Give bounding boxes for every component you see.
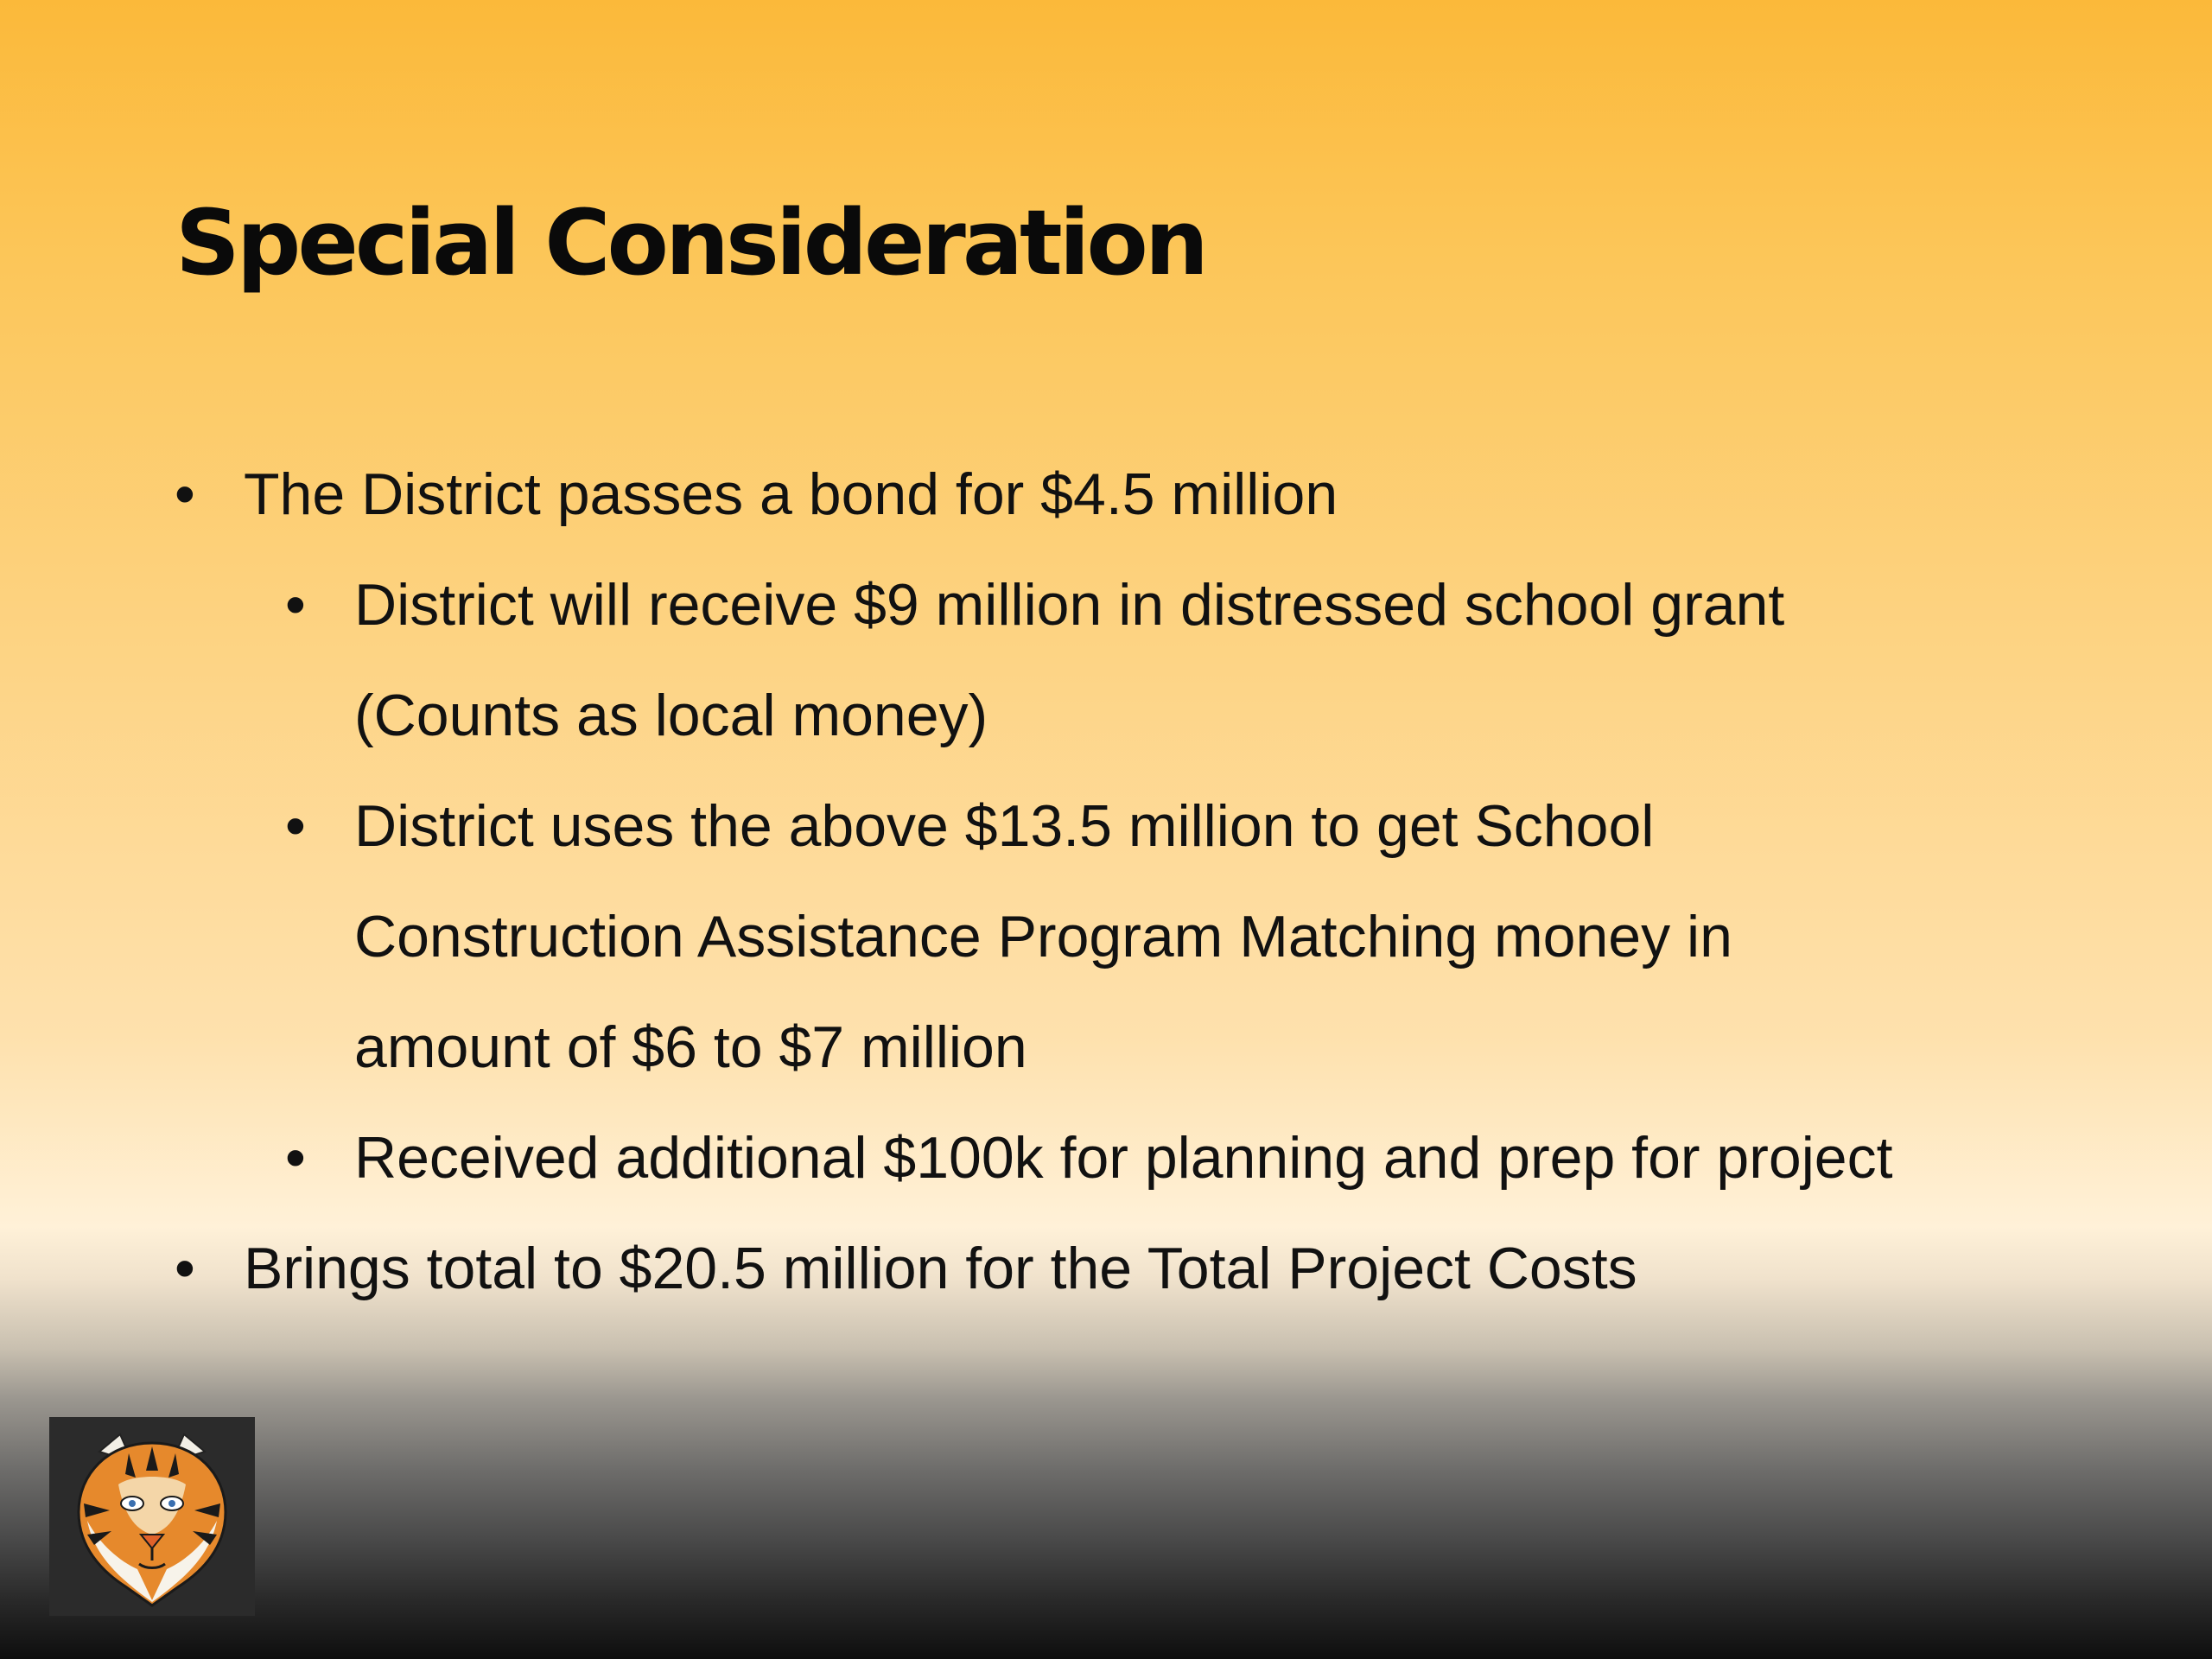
bullet-text: The District passes a bond for $4.5 million — [244, 461, 1338, 527]
bullet-marker: • — [285, 793, 306, 859]
bullet-marker: • — [285, 1125, 306, 1191]
tiger-logo-graphic — [49, 1417, 255, 1616]
slide-title: Special Consideration — [175, 190, 1205, 296]
bullet-item — [0, 439, 2212, 550]
sub-bullet-item — [0, 550, 1936, 771]
bullet-marker: • — [285, 572, 306, 638]
bullet-text: District will receive $9 million in distressed school grant (Counts as local money) — [354, 572, 1785, 748]
sub-bullet-item — [0, 1103, 1936, 1213]
bullet-marker: • — [175, 461, 195, 527]
bullet-text: Brings total to $20.5 million for the Total Project Costs — [244, 1236, 1637, 1301]
sub-bullet-item — [0, 771, 1936, 1103]
bullet-item — [0, 1213, 2212, 1324]
bullet-list — [0, 439, 2212, 1324]
bullet-text: Received additional $100k for planning and prep for project — [354, 1125, 1893, 1191]
bullet-marker: • — [175, 1236, 195, 1301]
tiger-logo-icon — [49, 1417, 255, 1616]
bullet-text: District uses the above $13.5 million to get School Construction Assistance Program Matching money in amount of $6 to $7 million — [354, 793, 1732, 1080]
